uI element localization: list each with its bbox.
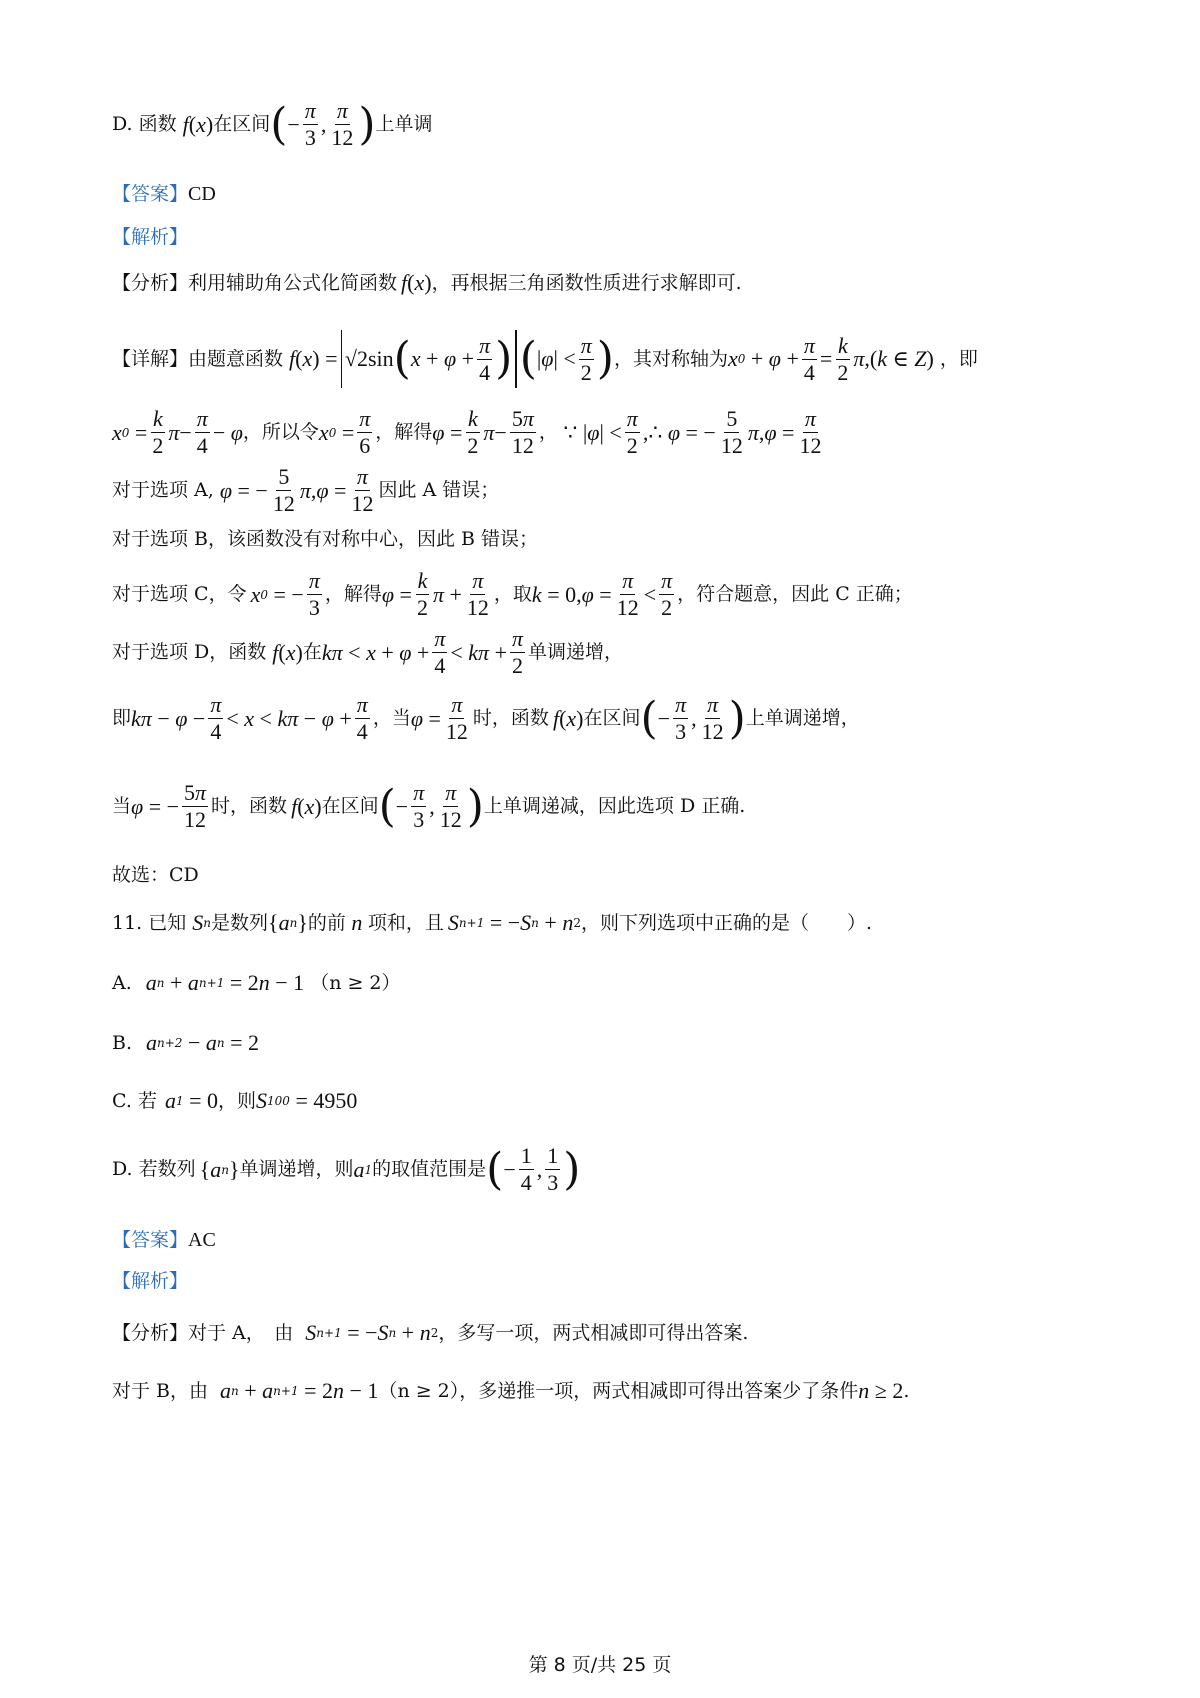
- q10-xiangjie: 【详解】 由题意函数 f ( x ) = √2sin ( x + φ + $\frac{\pi}{4}$ ) ( | φ | < $\frac{\pi}{2}$ ) ，其对称轴为 x 0 + φ + $\frac{\pi}{4}$ = $\frac{k}{2}$ π ,( k ∈ Z ) ，即: [112, 330, 978, 388]
- q11-option-c: C. 若 a 1 = 0 ，则 S 100 = 4950: [112, 1088, 358, 1113]
- q10-jiexi: 【解析】: [112, 226, 189, 248]
- q11-option-b: B. a n+2 − a n = 2: [112, 1030, 260, 1055]
- q10-answer: 【答案】 CD: [112, 182, 216, 205]
- q10-option-d: D. 函数 f ( x ) 在区间 ( − $\frac{\pi}{3}$ , $\frac{\pi}{12}$ ) 上单调: [112, 98, 433, 150]
- q11-option-a: A. a n + a n+1 = 2 n − 1 （n ≥ 2）: [112, 970, 401, 995]
- q10-ji-line: 即 kπ − φ − $\frac{\pi}{4}$ < x < kπ − φ + $\frac{\pi}{4}$ ，当 φ = $\frac{\pi}{12}$ 时，函数 f ( x ) 在区间 ( − $\frac{\pi}{3}$ , $\frac{\pi}{12}$ ) 上单调递增，: [112, 692, 860, 744]
- q10-guxuan: 故选：CD: [112, 864, 199, 886]
- q10-option-b-analysis: 对于选项 B，该函数没有对称中心，因此 B 错误；: [112, 528, 539, 550]
- q10-dang-line: 当 φ = − $\frac{5\pi}{12}$ 时，函数 f ( x ) 在区间 ( − $\frac{\pi}{3}$ , $\frac{\pi}{12}$ ) 上单调递减，因此选项 D 正确.: [112, 780, 746, 832]
- q10-line2: x 0 = $\frac{k}{2}$ π − $\frac{\pi}{4}$ − φ ，所以令 x 0 = $\frac{\pi}{6}$ ，解得 φ = $\frac{k}{2}$ π − $\frac{5\pi}{12}$ ， ∵ | φ | < $\frac{\pi}{2}$ ,∴ φ = − $\frac{5}{12}$ π , φ = $\frac{\pi}{12}$: [112, 406, 822, 458]
- q11-answer: 【答案】 AC: [112, 1228, 216, 1251]
- q11-option-d: D. 若数列 { a n } 单调递增，则 a 1 的取值范围是 ( − $\frac{1}{4}$ , $\frac{1}{3}$ ): [112, 1143, 581, 1195]
- q10-option-c-analysis: 对于选项 C，令 x 0 = − $\frac{\pi}{3}$ ，解得 φ = $\frac{k}{2}$ π + $\frac{\pi}{12}$ ，取 k = 0, φ = $\frac{\pi}{12}$ < $\frac{\pi}{2}$ ，符合题意，因此 C 正确；: [112, 568, 913, 620]
- q11-fenxi-b: 对于 B，由 a n + a n+1 = 2 n − 1 （n ≥ 2），多递推一项，两式相减即可得出答案少了条件 n ≥ 2 .: [112, 1378, 910, 1403]
- q10-option-a-analysis: 对于选项 A, φ = − $\frac{5}{12}$ π , φ = $\frac{\pi}{12}$ 因此 A 错误；: [112, 464, 500, 516]
- q11-jiexi: 【解析】: [112, 1270, 189, 1292]
- q11-fenxi: 【分析】 对于 A， 由 S n+1 = − S n + n 2 ，多写一项，两式相减即可得出答案.: [112, 1320, 749, 1345]
- q10-fenxi: 【分析】 利用辅助角公式化简函数 f ( x ) ，再根据三角函数性质进行求解即可.: [112, 270, 742, 295]
- q11-stem: 11. 已知 S n 是数列 { a n } 的前 n 项和，且 S n+1 = − S n + n 2 ，则下列选项中正确的是（ ）.: [112, 910, 872, 935]
- q10-option-d-analysis: 对于选项 D，函数 f ( x ) 在 kπ < x + φ + $\frac{\pi}{4}$ < kπ + $\frac{\pi}{2}$ 单调递增，: [112, 626, 624, 678]
- page-footer: 第 8 页/共 25 页: [528, 1654, 672, 1676]
